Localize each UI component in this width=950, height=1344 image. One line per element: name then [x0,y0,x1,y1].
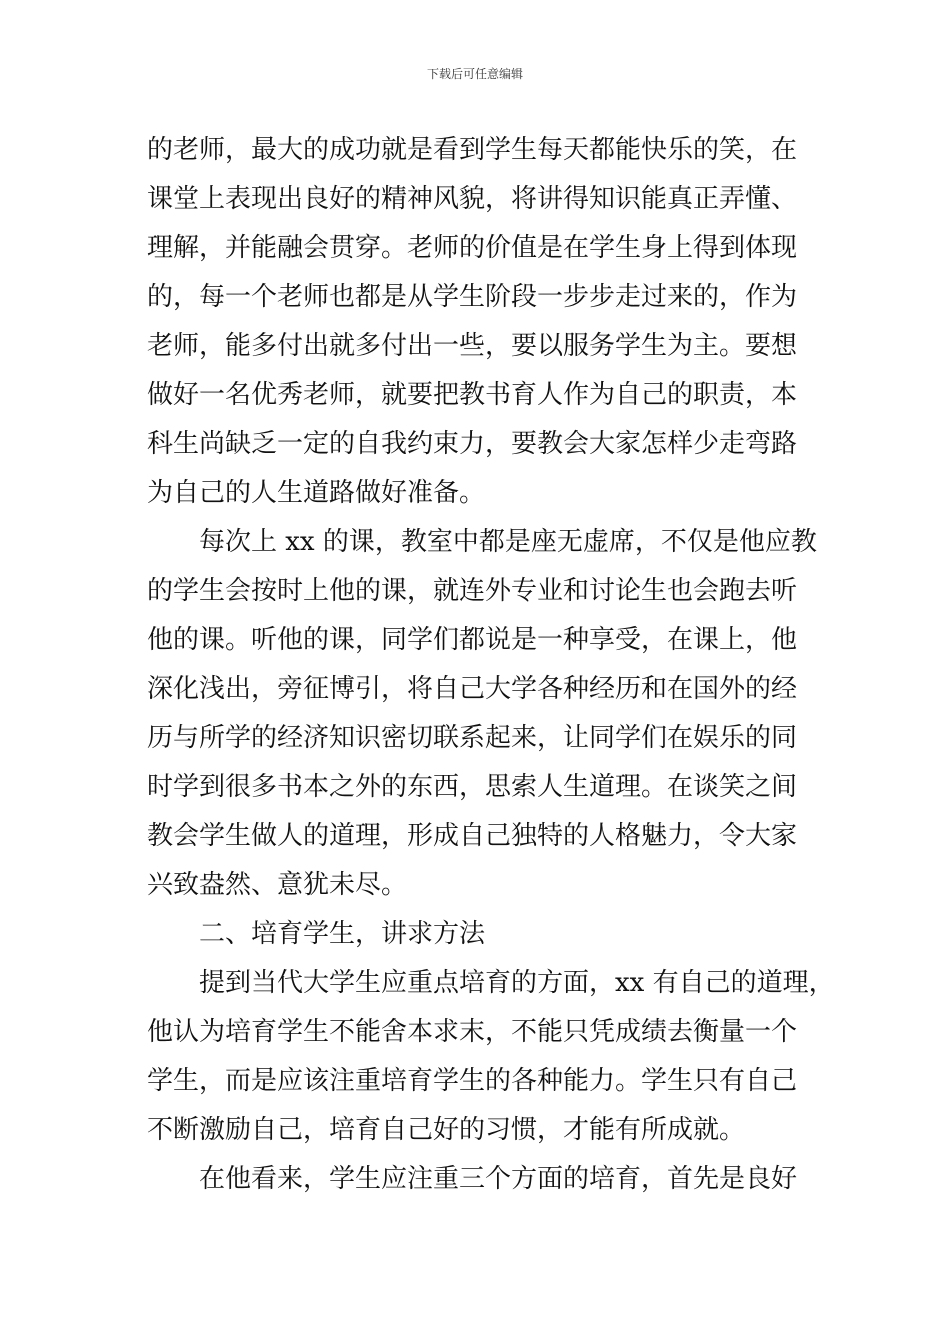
body-line: 理解，并能融会贯穿。老师的价值是在学生身上得到体现 [147,233,798,263]
paragraph-first-line: 在他看来，学生应注重三个方面的培育，首先是良好 [199,1164,798,1194]
body-line: 做好一名优秀老师，就要把教书育人作为自己的职责，本 [147,380,798,410]
body-line: 时学到很多书本之外的东西，思索人生道理。在谈笑之间 [147,772,798,802]
body-line: 的，每一个老师也都是从学生阶段一步步走过来的，作为 [147,282,798,312]
document-body [147,126,837,1204]
body-line: 历与所学的经济知识密切联系起来，让同学们在娱乐的同 [147,723,798,753]
body-line: 深化浅出，旁征博引，将自己大学各种经历和在国外的经 [147,674,798,704]
body-line: 课堂上表现出良好的精神风貌，将讲得知识能真正弄懂、 [147,184,798,214]
body-line: 他认为培育学生不能舍本求末，不能只凭成绩去衡量一个 [147,1017,798,1047]
body-line: 科生尚缺乏一定的自我约束力，要教会大家怎样少走弯路 [147,429,798,459]
paragraph-first-line: 每次上 xx 的课，教室中都是座无虚席，不仅是他应教 [199,527,817,557]
body-line: 他的课。听他的课，同学们都说是一种享受，在课上，他 [147,625,798,655]
body-line: 老师，能多付出就多付出一些，要以服务学生为主。要想 [147,331,798,361]
page-header: 下载后可任意编辑 [426,67,523,81]
body-line: 教会学生做人的道理，形成自己独特的人格魅力，令大家 [147,821,798,851]
body-line: 的学生会按时上他的课，就连外专业和讨论生也会跑去听 [147,576,798,606]
paragraph-first-line: 提到当代大学生应重点培育的方面，xx 有自己的道理， [199,968,835,998]
section-heading: 二、培育学生，讲求方法 [199,919,486,949]
body-line: 兴致盎然、意犹未尽。 [147,870,408,900]
body-line: 学生，而是应该注重培育学生的各种能力。学生只有自己 [147,1066,798,1096]
body-line: 为自己的人生道路做好准备。 [147,478,486,508]
body-line: 不断激励自己，培育自己好的习惯，才能有所成就。 [147,1115,746,1145]
body-line: 的老师，最大的成功就是看到学生每天都能快乐的笑，在 [147,135,798,165]
